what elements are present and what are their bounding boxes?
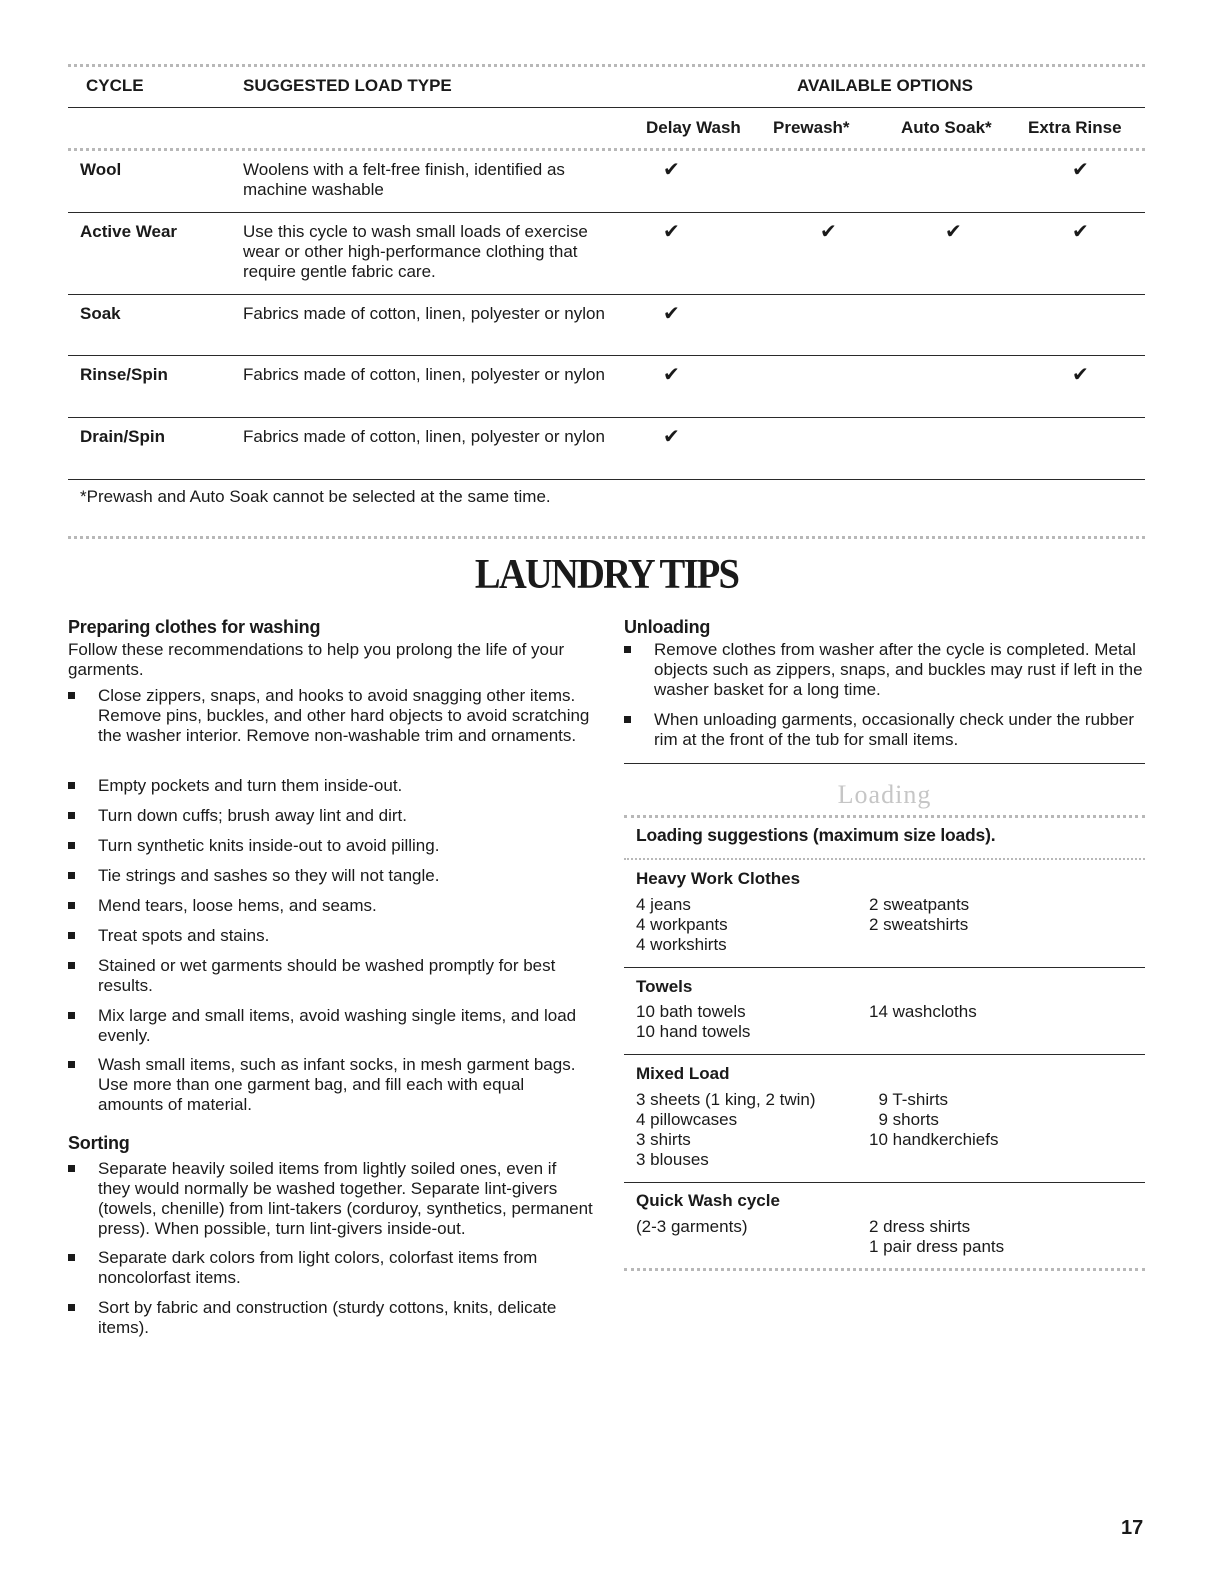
list-item — [624, 710, 1144, 750]
page-number: 17 — [1121, 1517, 1144, 1539]
page-title: LAUNDRY TIPS — [474, 552, 739, 598]
check-icon: ✔ — [663, 303, 680, 325]
list-item — [68, 686, 593, 746]
check-icon: ✔ — [663, 221, 680, 243]
group-right-list: 2 dress shirts 1 pair dress pants — [869, 1217, 1005, 1256]
check-icon: ✔ — [1072, 159, 1089, 181]
list-item — [68, 1298, 593, 1338]
cycle-name: Soak — [80, 304, 121, 323]
list-item-text: Sort by fabric and construction (sturdy cottons, knits, delicate items). — [98, 1298, 557, 1337]
list-item-text: When unloading garments, occasionally check under the rubber rim at the front of the tub for small items. — [654, 710, 1135, 749]
cycle-description: Use this cycle to wash small loads of exercise wear or other high-performance clothing that require gentle fabric care. — [243, 222, 588, 281]
row-rule — [68, 294, 1145, 295]
list-item-text: Mend tears, loose hems, and seams. — [98, 896, 377, 915]
group-left-list: 10 bath towels 10 hand towels — [636, 1002, 751, 1041]
bullet-icon — [624, 646, 631, 653]
cycle-name: Active Wear — [80, 222, 178, 241]
check-icon: ✔ — [663, 426, 680, 448]
group-right-list: 14 washcloths — [869, 1002, 977, 1021]
unloading-heading: Unloading — [624, 617, 711, 637]
check-icon: ✔ — [1072, 221, 1089, 243]
group-quick-wash: Quick Wash cycle — [636, 1191, 780, 1210]
option-prewash: Prewash* — [773, 118, 850, 137]
list-item-text: Separate dark colors from light colors, colorfast items from noncolorfast items. — [98, 1248, 538, 1287]
list-item-text: Turn down cuffs; brush away lint and dirt. — [98, 806, 407, 825]
preparing-intro: Follow these recommendations to help you prolong the life of your garments. — [68, 640, 565, 679]
bullet-icon — [68, 932, 75, 939]
row-rule — [68, 479, 1145, 480]
group-right-list: 2 sweatpants 2 sweatshirts — [869, 895, 970, 934]
row-rule — [68, 355, 1145, 356]
list-item — [68, 926, 593, 946]
check-icon: ✔ — [663, 364, 680, 386]
cycle-description: Woolens with a felt-free finish, identified as machine washable — [243, 160, 565, 199]
table-footnote: *Prewash and Auto Soak cannot be selected at the same time. — [80, 487, 551, 506]
list-item — [68, 1159, 593, 1239]
subheader-dotted-rule — [68, 148, 1145, 151]
option-extra-rinse: Extra Rinse — [1028, 118, 1122, 137]
list-item — [68, 866, 593, 886]
bullet-icon — [68, 872, 75, 879]
bullet-icon — [68, 1165, 75, 1172]
group-left-list: (2-3 garments) — [636, 1217, 748, 1236]
bullet-icon — [68, 1254, 75, 1261]
row-rule — [68, 212, 1145, 213]
group-left-list: 4 jeans 4 workpants 4 workshirts — [636, 895, 728, 954]
sorting-heading: Sorting — [68, 1133, 130, 1153]
cycle-description: Fabrics made of cotton, linen, polyester or nylon — [243, 304, 605, 323]
row-rule — [68, 417, 1145, 418]
group-rule — [624, 1054, 1145, 1055]
list-item — [68, 776, 593, 796]
list-item-text: Close zippers, snaps, and hooks to avoid snagging other items. Remove pins, buckles, and other hard objects to avoid scratching the washer interior. Remove non-washable trim and ornaments. — [98, 686, 590, 745]
list-item-text: Remove clothes from washer after the cycle is completed. Metal objects such as zippers, snaps, and buckles may rust if left in the washer basket for a long time. — [654, 640, 1143, 699]
group-left-list: 3 sheets (1 king, 2 twin) 4 pillowcases 3 shirts 3 blouses — [636, 1090, 816, 1169]
check-icon: ✔ — [820, 221, 837, 243]
list-item-text: Mix large and small items, avoid washing single items, and load evenly. — [98, 1006, 577, 1045]
bullet-icon — [68, 812, 75, 819]
cycle-name: Drain/Spin — [80, 427, 166, 446]
header-load-type: SUGGESTED LOAD TYPE — [243, 76, 452, 95]
check-icon: ✔ — [1072, 364, 1089, 386]
check-icon: ✔ — [663, 159, 680, 181]
group-right-list: 9 T-shirts 9 shorts 10 handkerchiefs — [869, 1090, 999, 1149]
list-item-text: Wash small items, such as infant socks, in mesh garment bags. Use more than one garment bag, and fill each with equal amounts of material. — [98, 1055, 576, 1114]
list-item — [624, 640, 1144, 700]
loading-dotted-rule — [624, 815, 1145, 818]
loading-heading-rule — [624, 858, 1145, 860]
header-cycle: CYCLE — [86, 76, 144, 95]
list-item — [68, 956, 593, 996]
cycle-description: Fabrics made of cotton, linen, polyester or nylon — [243, 365, 605, 384]
loading-heading: Loading suggestions (maximum size loads). — [636, 825, 996, 845]
list-item — [68, 1006, 593, 1046]
group-heavy-work-clothes: Heavy Work Clothes — [636, 869, 801, 888]
list-item-text: Empty pockets and turn them inside-out. — [98, 776, 403, 795]
group-towels: Towels — [636, 977, 693, 996]
list-item — [68, 1055, 593, 1115]
cycle-description: Fabrics made of cotton, linen, polyester or nylon — [243, 427, 605, 446]
group-rule — [624, 1182, 1145, 1183]
list-item — [68, 1248, 593, 1288]
list-item — [68, 836, 593, 856]
header-rule — [68, 107, 1145, 108]
section-dotted-rule — [68, 536, 1145, 539]
bullet-icon — [68, 1012, 75, 1019]
bullet-icon — [624, 716, 631, 723]
option-auto-soak: Auto Soak* — [901, 118, 992, 137]
list-item-text: Tie strings and sashes so they will not tangle. — [98, 866, 440, 885]
preparing-heading: Preparing clothes for washing — [68, 617, 321, 637]
list-item-text: Turn synthetic knits inside-out to avoid pilling. — [98, 836, 440, 855]
group-mixed-load: Mixed Load — [636, 1064, 730, 1083]
loading-bottom-rule — [624, 1268, 1145, 1271]
cycle-name: Wool — [80, 160, 122, 179]
bullet-icon — [68, 1061, 75, 1068]
option-delay-wash: Delay Wash — [646, 118, 741, 137]
bullet-icon — [68, 842, 75, 849]
cycle-name: Rinse/Spin — [80, 365, 168, 384]
top-dotted-rule — [68, 64, 1145, 67]
bullet-icon — [68, 902, 75, 909]
list-item-text: Treat spots and stains. — [98, 926, 270, 945]
bullet-icon — [68, 782, 75, 789]
list-item — [68, 896, 593, 916]
check-icon: ✔ — [945, 221, 962, 243]
bullet-icon — [68, 692, 75, 699]
list-item-text: Stained or wet garments should be washed promptly for best results. — [98, 956, 556, 995]
bullet-icon — [68, 1304, 75, 1311]
loading-top-rule — [624, 763, 1145, 764]
list-item — [68, 806, 593, 826]
group-rule — [624, 967, 1145, 968]
bullet-icon — [68, 962, 75, 969]
list-item-text: Separate heavily soiled items from lightly soiled ones, even if they would normally be washed together. Separate lint-givers (towels, chenille) from lint-takers (corduroy, synthetics, permanent press). When possible, turn lint-givers inside-out. — [98, 1159, 593, 1238]
loading-label: Loading — [837, 780, 932, 809]
header-available-options: AVAILABLE OPTIONS — [797, 76, 973, 95]
